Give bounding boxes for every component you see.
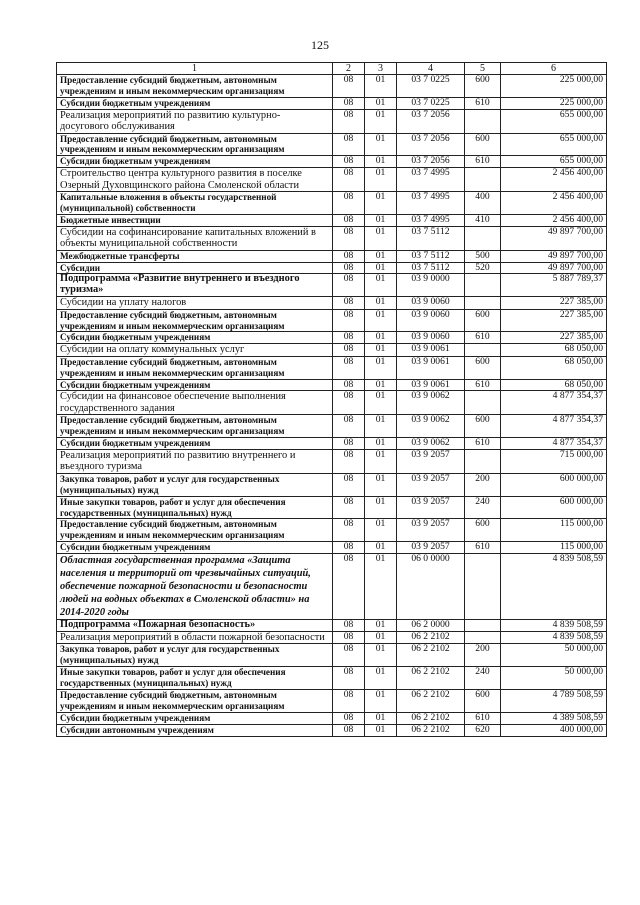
section-code-cell: 08 — [333, 379, 365, 391]
row-name-cell: Субсидии бюджетным учреждениям — [57, 332, 333, 344]
subsection-code-cell: 01 — [365, 109, 397, 133]
section-code-cell: 08 — [333, 344, 365, 356]
table-row — [57, 391, 607, 415]
row-name-cell: Предоставление субсидий бюджетным, автономным учреждениям и иным некоммерческим организациям — [57, 690, 333, 713]
section-code-cell: 08 — [333, 667, 365, 690]
section-code-cell: 08 — [333, 438, 365, 450]
target-article-cell: 03 9 0060 — [397, 297, 465, 309]
table-row — [57, 356, 607, 379]
subsection-code-cell: 01 — [365, 75, 397, 98]
header-cell-target-article: 4 — [397, 63, 465, 75]
amount-cell: 2 456 400,00 — [501, 168, 607, 192]
target-article-cell: 03 9 2057 — [397, 542, 465, 554]
amount-cell: 2 456 400,00 — [501, 192, 607, 215]
section-code-cell: 08 — [333, 450, 365, 474]
table-row — [57, 332, 607, 344]
section-code-cell: 08 — [333, 309, 365, 332]
row-name-cell: Иные закупки товаров, работ и услуг для обеспечения государственных (муниципальных) нужд — [57, 667, 333, 690]
amount-cell: 600 000,00 — [501, 496, 607, 519]
target-article-cell: 03 9 0062 — [397, 415, 465, 438]
table-row — [57, 75, 607, 98]
target-article-cell: 03 7 4995 — [397, 214, 465, 226]
subsection-code-cell: 01 — [365, 262, 397, 274]
target-article-cell: 03 9 2057 — [397, 473, 465, 496]
target-article-cell: 03 7 5112 — [397, 226, 465, 250]
table-row — [57, 554, 607, 620]
target-article-cell: 06 2 2102 — [397, 667, 465, 690]
amount-cell: 4 389 508,59 — [501, 712, 607, 724]
table-row — [57, 438, 607, 450]
subsection-code-cell: 01 — [365, 724, 397, 736]
table-row — [57, 667, 607, 690]
expense-type-cell: 610 — [465, 156, 501, 168]
row-name-cell: Закупка товаров, работ и услуг для государственных (муниципальных) нужд — [57, 644, 333, 667]
subsection-code-cell: 01 — [365, 438, 397, 450]
amount-cell: 49 897 700,00 — [501, 226, 607, 250]
amount-cell: 400 000,00 — [501, 724, 607, 736]
expense-type-cell: 200 — [465, 644, 501, 667]
subsection-code-cell: 01 — [365, 192, 397, 215]
amount-cell: 715 000,00 — [501, 450, 607, 474]
subsection-code-cell: 01 — [365, 97, 397, 109]
section-code-cell: 08 — [333, 542, 365, 554]
table-row — [57, 274, 607, 297]
table-row — [57, 473, 607, 496]
table-row — [57, 214, 607, 226]
subsection-code-cell: 01 — [365, 156, 397, 168]
header-cell-amount: 6 — [501, 63, 607, 75]
target-article-cell: 03 9 0061 — [397, 356, 465, 379]
row-name-cell: Субсидии бюджетным учреждениям — [57, 156, 333, 168]
section-code-cell: 08 — [333, 192, 365, 215]
table-row — [57, 262, 607, 274]
row-name-cell: Субсидии на оплату коммунальных услуг — [57, 344, 333, 356]
table-row — [57, 690, 607, 713]
row-name-cell: Строительство центра культурного развития в поселке Озерный Духовщинского района Смоленской области — [57, 168, 333, 192]
expense-type-cell — [465, 391, 501, 415]
target-article-cell: 06 2 2102 — [397, 690, 465, 713]
row-name-cell: Реализация мероприятий в области пожарной безопасности — [57, 632, 333, 644]
expense-type-cell — [465, 632, 501, 644]
table-row — [57, 192, 607, 215]
row-name-cell: Областная государственная программа «Защита населения и территорий от чрезвычайных ситуаций, обеспечение пожарной безопасности и безопасности людей на водных объектах в Смоленской области» на 2014-2020 годы — [57, 554, 333, 620]
row-name-cell: Субсидии бюджетным учреждениям — [57, 438, 333, 450]
subsection-code-cell: 01 — [365, 712, 397, 724]
table-row — [57, 109, 607, 133]
subsection-code-cell: 01 — [365, 519, 397, 542]
row-name-cell: Субсидии бюджетным учреждениям — [57, 97, 333, 109]
row-name-cell: Субсидии автономным учреждениям — [57, 724, 333, 736]
amount-cell: 227 385,00 — [501, 309, 607, 332]
row-name-cell: Субсидии бюджетным учреждениям — [57, 542, 333, 554]
amount-cell: 4 839 508,59 — [501, 620, 607, 632]
expense-type-cell: 610 — [465, 542, 501, 554]
row-name-cell: Субсидии — [57, 262, 333, 274]
expense-type-cell: 600 — [465, 356, 501, 379]
amount-cell: 49 897 700,00 — [501, 262, 607, 274]
amount-cell: 225 000,00 — [501, 97, 607, 109]
table-row — [57, 415, 607, 438]
subsection-code-cell: 01 — [365, 168, 397, 192]
row-name-cell: Предоставление субсидий бюджетным, автономным учреждениям и иным некоммерческим организациям — [57, 415, 333, 438]
subsection-code-cell: 01 — [365, 667, 397, 690]
target-article-cell: 03 9 0060 — [397, 309, 465, 332]
amount-cell: 115 000,00 — [501, 542, 607, 554]
target-article-cell: 03 7 4995 — [397, 192, 465, 215]
table-row — [57, 379, 607, 391]
amount-cell: 4 877 354,37 — [501, 438, 607, 450]
expense-type-cell: 620 — [465, 724, 501, 736]
amount-cell: 655 000,00 — [501, 156, 607, 168]
expense-type-cell: 600 — [465, 415, 501, 438]
table-row — [57, 450, 607, 474]
expense-type-cell: 200 — [465, 473, 501, 496]
target-article-cell: 03 7 0225 — [397, 97, 465, 109]
section-code-cell: 08 — [333, 391, 365, 415]
expense-type-cell: 600 — [465, 690, 501, 713]
page-number: 125 — [311, 38, 329, 52]
subsection-code-cell: 01 — [365, 356, 397, 379]
section-code-cell: 08 — [333, 356, 365, 379]
row-name-cell: Субсидии на финансовое обеспечение выполнения государственного задания — [57, 391, 333, 415]
expense-type-cell — [465, 620, 501, 632]
header-cell-name: 1 — [57, 63, 333, 75]
table-row — [57, 542, 607, 554]
table-row — [57, 156, 607, 168]
header-cell-expense-type: 5 — [465, 63, 501, 75]
section-code-cell: 08 — [333, 644, 365, 667]
amount-cell: 68 050,00 — [501, 356, 607, 379]
subsection-code-cell: 01 — [365, 133, 397, 156]
target-article-cell: 06 2 2102 — [397, 724, 465, 736]
target-article-cell: 03 9 2057 — [397, 519, 465, 542]
amount-cell: 50 000,00 — [501, 644, 607, 667]
header-cell-section: 2 — [333, 63, 365, 75]
expense-type-cell: 240 — [465, 667, 501, 690]
subsection-code-cell: 01 — [365, 620, 397, 632]
subsection-code-cell: 01 — [365, 250, 397, 262]
budget-table — [56, 62, 607, 737]
target-article-cell: 03 7 4995 — [397, 168, 465, 192]
amount-cell: 4 839 508,59 — [501, 632, 607, 644]
subsection-code-cell: 01 — [365, 344, 397, 356]
section-code-cell: 08 — [333, 156, 365, 168]
amount-cell: 50 000,00 — [501, 667, 607, 690]
row-name-cell: Предоставление субсидий бюджетным, автономным учреждениям и иным некоммерческим организациям — [57, 519, 333, 542]
expense-type-cell — [465, 450, 501, 474]
row-name-cell: Подпрограмма «Пожарная безопасность» — [57, 620, 333, 632]
table-row — [57, 712, 607, 724]
row-name-cell: Субсидии бюджетным учреждениям — [57, 712, 333, 724]
table-row — [57, 250, 607, 262]
amount-cell: 49 897 700,00 — [501, 250, 607, 262]
target-article-cell: 03 9 0061 — [397, 379, 465, 391]
amount-cell: 600 000,00 — [501, 473, 607, 496]
row-name-cell: Предоставление субсидий бюджетным, автономным учреждениям и иным некоммерческим организациям — [57, 356, 333, 379]
subsection-code-cell: 01 — [365, 542, 397, 554]
row-name-cell: Подпрограмма «Развитие внутреннего и въездного туризма» — [57, 274, 333, 297]
expense-type-cell — [465, 344, 501, 356]
amount-cell: 4 789 508,59 — [501, 690, 607, 713]
target-article-cell: 03 7 0225 — [397, 75, 465, 98]
expense-type-cell: 500 — [465, 250, 501, 262]
amount-cell: 4 839 508,59 — [501, 554, 607, 620]
section-code-cell: 08 — [333, 473, 365, 496]
table-row — [57, 168, 607, 192]
target-article-cell: 06 2 2102 — [397, 644, 465, 667]
expense-type-cell: 240 — [465, 496, 501, 519]
amount-cell: 68 050,00 — [501, 344, 607, 356]
amount-cell: 225 000,00 — [501, 75, 607, 98]
target-article-cell: 06 2 0000 — [397, 620, 465, 632]
target-article-cell: 03 9 0062 — [397, 391, 465, 415]
subsection-code-cell: 01 — [365, 554, 397, 620]
section-code-cell: 08 — [333, 690, 365, 713]
section-code-cell: 08 — [333, 226, 365, 250]
section-code-cell: 08 — [333, 620, 365, 632]
expense-type-cell: 600 — [465, 75, 501, 98]
expense-type-cell: 610 — [465, 332, 501, 344]
expense-type-cell: 410 — [465, 214, 501, 226]
expense-type-cell — [465, 168, 501, 192]
target-article-cell: 06 2 2102 — [397, 712, 465, 724]
amount-cell: 4 877 354,37 — [501, 415, 607, 438]
amount-cell: 68 050,00 — [501, 379, 607, 391]
expense-type-cell: 610 — [465, 379, 501, 391]
amount-cell: 655 000,00 — [501, 133, 607, 156]
target-article-cell: 03 9 0061 — [397, 344, 465, 356]
expense-type-cell: 600 — [465, 519, 501, 542]
header-cell-subsection: 3 — [365, 63, 397, 75]
table-row — [57, 309, 607, 332]
row-name-cell: Реализация мероприятий по развитию внутреннего и въездного туризма — [57, 450, 333, 474]
row-name-cell: Бюджетные инвестиции — [57, 214, 333, 226]
expense-type-cell: 610 — [465, 97, 501, 109]
subsection-code-cell: 01 — [365, 379, 397, 391]
row-name-cell: Закупка товаров, работ и услуг для государственных (муниципальных) нужд — [57, 473, 333, 496]
target-article-cell: 06 0 0000 — [397, 554, 465, 620]
subsection-code-cell: 01 — [365, 632, 397, 644]
section-code-cell: 08 — [333, 297, 365, 309]
row-name-cell: Межбюджетные трансферты — [57, 250, 333, 262]
amount-cell: 655 000,00 — [501, 109, 607, 133]
table-row — [57, 226, 607, 250]
section-code-cell: 08 — [333, 214, 365, 226]
table-row — [57, 297, 607, 309]
expense-type-cell: 610 — [465, 438, 501, 450]
subsection-code-cell: 01 — [365, 332, 397, 344]
expense-type-cell — [465, 226, 501, 250]
section-code-cell: 08 — [333, 496, 365, 519]
row-name-cell: Предоставление субсидий бюджетным, автономным учреждениям и иным некоммерческим организациям — [57, 309, 333, 332]
amount-cell: 5 887 789,37 — [501, 274, 607, 297]
expense-type-cell — [465, 554, 501, 620]
table-row — [57, 97, 607, 109]
table-row — [57, 724, 607, 736]
subsection-code-cell: 01 — [365, 415, 397, 438]
target-article-cell: 03 7 5112 — [397, 262, 465, 274]
section-code-cell: 08 — [333, 415, 365, 438]
target-article-cell: 03 9 2057 — [397, 450, 465, 474]
section-code-cell: 08 — [333, 75, 365, 98]
row-name-cell: Субсидии на софинансирование капитальных вложений в объекты муниципальной собственности — [57, 226, 333, 250]
subsection-code-cell: 01 — [365, 690, 397, 713]
target-article-cell: 03 9 0000 — [397, 274, 465, 297]
amount-cell: 115 000,00 — [501, 519, 607, 542]
table-row — [57, 620, 607, 632]
subsection-code-cell: 01 — [365, 226, 397, 250]
expense-type-cell — [465, 297, 501, 309]
section-code-cell: 08 — [333, 632, 365, 644]
subsection-code-cell: 01 — [365, 644, 397, 667]
expense-type-cell: 610 — [465, 712, 501, 724]
target-article-cell: 06 2 2102 — [397, 632, 465, 644]
row-name-cell: Предоставление субсидий бюджетным, автономным учреждениям и иным некоммерческим организациям — [57, 75, 333, 98]
section-code-cell: 08 — [333, 250, 365, 262]
target-article-cell: 03 9 2057 — [397, 496, 465, 519]
expense-type-cell — [465, 274, 501, 297]
table-row — [57, 519, 607, 542]
section-code-cell: 08 — [333, 168, 365, 192]
amount-cell: 227 385,00 — [501, 297, 607, 309]
table-row — [57, 632, 607, 644]
subsection-code-cell: 01 — [365, 297, 397, 309]
row-name-cell: Субсидии бюджетным учреждениям — [57, 379, 333, 391]
subsection-code-cell: 01 — [365, 309, 397, 332]
expense-type-cell — [465, 109, 501, 133]
section-code-cell: 08 — [333, 97, 365, 109]
section-code-cell: 08 — [333, 712, 365, 724]
section-code-cell: 08 — [333, 133, 365, 156]
target-article-cell: 03 7 5112 — [397, 250, 465, 262]
subsection-code-cell: 01 — [365, 274, 397, 297]
row-name-cell: Предоставление субсидий бюджетным, автономным учреждениям и иным некоммерческим организациям — [57, 133, 333, 156]
amount-cell: 227 385,00 — [501, 332, 607, 344]
section-code-cell: 08 — [333, 274, 365, 297]
section-code-cell: 08 — [333, 519, 365, 542]
subsection-code-cell: 01 — [365, 450, 397, 474]
row-name-cell: Иные закупки товаров, работ и услуг для обеспечения государственных (муниципальных) нужд — [57, 496, 333, 519]
target-article-cell: 03 7 2056 — [397, 156, 465, 168]
subsection-code-cell: 01 — [365, 473, 397, 496]
amount-cell: 4 877 354,37 — [501, 391, 607, 415]
table-body — [57, 75, 607, 737]
expense-type-cell: 600 — [465, 309, 501, 332]
subsection-code-cell: 01 — [365, 496, 397, 519]
expense-type-cell: 520 — [465, 262, 501, 274]
subsection-code-cell: 01 — [365, 214, 397, 226]
row-name-cell: Реализация мероприятий по развитию культурно-досугового обслуживания — [57, 109, 333, 133]
row-name-cell: Субсидии на уплату налогов — [57, 297, 333, 309]
section-code-cell: 08 — [333, 332, 365, 344]
subsection-code-cell: 01 — [365, 391, 397, 415]
header-row — [57, 63, 607, 75]
row-name-cell: Капитальные вложения в объекты государственной (муниципальной) собственности — [57, 192, 333, 215]
table-row — [57, 344, 607, 356]
target-article-cell: 03 7 2056 — [397, 133, 465, 156]
expense-type-cell: 400 — [465, 192, 501, 215]
table-row — [57, 644, 607, 667]
table-row — [57, 496, 607, 519]
target-article-cell: 03 9 0060 — [397, 332, 465, 344]
amount-cell: 2 456 400,00 — [501, 214, 607, 226]
section-code-cell: 08 — [333, 262, 365, 274]
section-code-cell: 08 — [333, 109, 365, 133]
expense-type-cell: 600 — [465, 133, 501, 156]
target-article-cell: 03 9 0062 — [397, 438, 465, 450]
target-article-cell: 03 7 2056 — [397, 109, 465, 133]
section-code-cell: 08 — [333, 554, 365, 620]
table-row — [57, 133, 607, 156]
section-code-cell: 08 — [333, 724, 365, 736]
